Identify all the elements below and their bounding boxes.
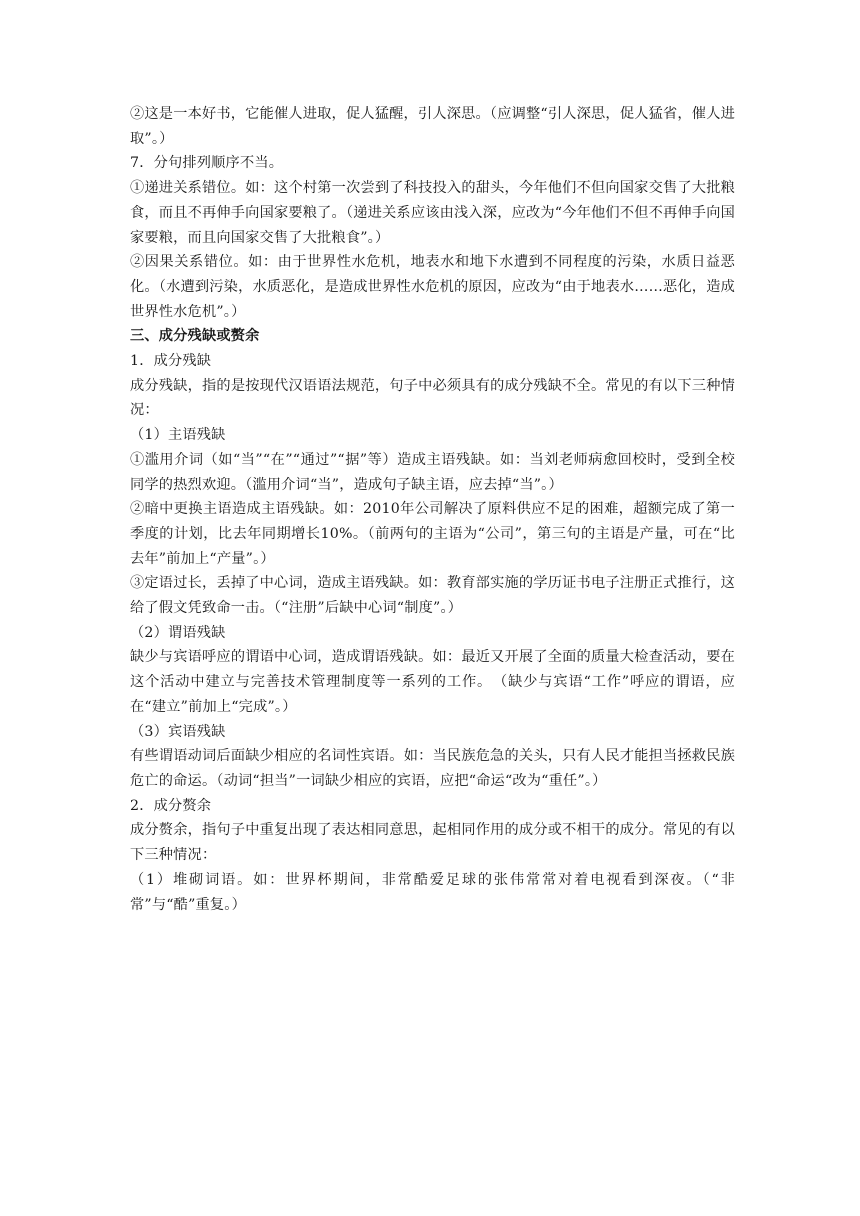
paragraph: ①滥用介词（如“当”“在”“通过”“据”等）造成主语残缺。如：当刘老师病愈回校时，受到全校同学的热烈欢迎。（滥用介词“当”，造成句子缺主语，应去掉“当”。） xyxy=(130,451,735,493)
section-subheading: 1．成分残缺 xyxy=(130,353,212,370)
subsection-label: （1）主语残缺 xyxy=(130,427,226,444)
paragraph: 有些谓语动词后面缺少相应的名词性宾语。如：当民族危急的关头，只有人民才能担当拯救民族危亡的命运。（动词“担当”一词缺少相应的宾语，应把“命运“改为“重任”。） xyxy=(130,748,735,789)
paragraph: ②因果关系错位。如：由于世界性水危机，地表水和地下水遭到不同程度的污染，水质日益恶化。（水遭到污染，水质恶化，是造成世界性水危机的原因，应改为“由于地表水……恶化，造成世界性水危机”。） xyxy=(130,254,735,320)
paragraph: ①递进关系错位。如：这个村第一次尝到了科技投入的甜头，今年他们不但向国家交售了大批粮食，而且不再伸手向国家要粮了。（递进关系应该由浅入深，应改为“今年他们不但不再伸手向国家要粮，而且向国家交售了大批粮食”。） xyxy=(130,180,735,246)
subsection-label: （3）宾语残缺 xyxy=(130,723,226,740)
section-subheading: 7．分句排列顺序不当。 xyxy=(130,155,284,172)
subsection-label: （2）谓语残缺 xyxy=(130,624,226,641)
section-subheading: 2．成分赘余 xyxy=(130,797,212,814)
paragraph: ②这是一本好书，它能催人进取，促人猛醒，引人深思。（应调整“引人深思，促人猛省，催人进取”。） xyxy=(130,106,735,147)
paragraph: （1）堆砌词语。如：世界杯期间，非常酷爱足球的张伟常常对着电视看到深夜。（“非常”与“酷”重复。） xyxy=(130,871,735,913)
paragraph: 成分残缺，指的是按现代汉语语法规范，句子中必须具有的成分残缺不全。常见的有以下三种情况： xyxy=(130,377,735,419)
document-body xyxy=(130,102,735,917)
section-heading: 三、成分残缺或赘余 xyxy=(130,328,260,345)
paragraph: ③定语过长，丢掉了中心词，造成主语残缺。如：教育部实施的学历证书电子注册正式推行，这给了假文凭致命一击。（“注册”后缺中心词“制度”。） xyxy=(130,575,735,617)
paragraph: 成分赘余，指句子中重复出现了表达相同意思，起相同作用的成分或不相干的成分。常见的有以下三种情况： xyxy=(130,822,735,864)
paragraph: ②暗中更换主语造成主语残缺。如：2010年公司解决了原料供应不足的困难，超额完成了第一季度的计划，比去年同期增长10%。（前两句的主语为“公司”，第三句的主语是产量，可在“比去年”前加上“产量”。） xyxy=(130,501,735,567)
paragraph: 缺少与宾语呼应的谓语中心词，造成谓语残缺。如：最近又开展了全面的质量大检查活动，要在这个活动中建立与完善技术管理制度等一系列的工作。 （缺少与宾语“工作”呼应的谓语，应在“建立”前加上“完成”。） xyxy=(130,649,735,715)
